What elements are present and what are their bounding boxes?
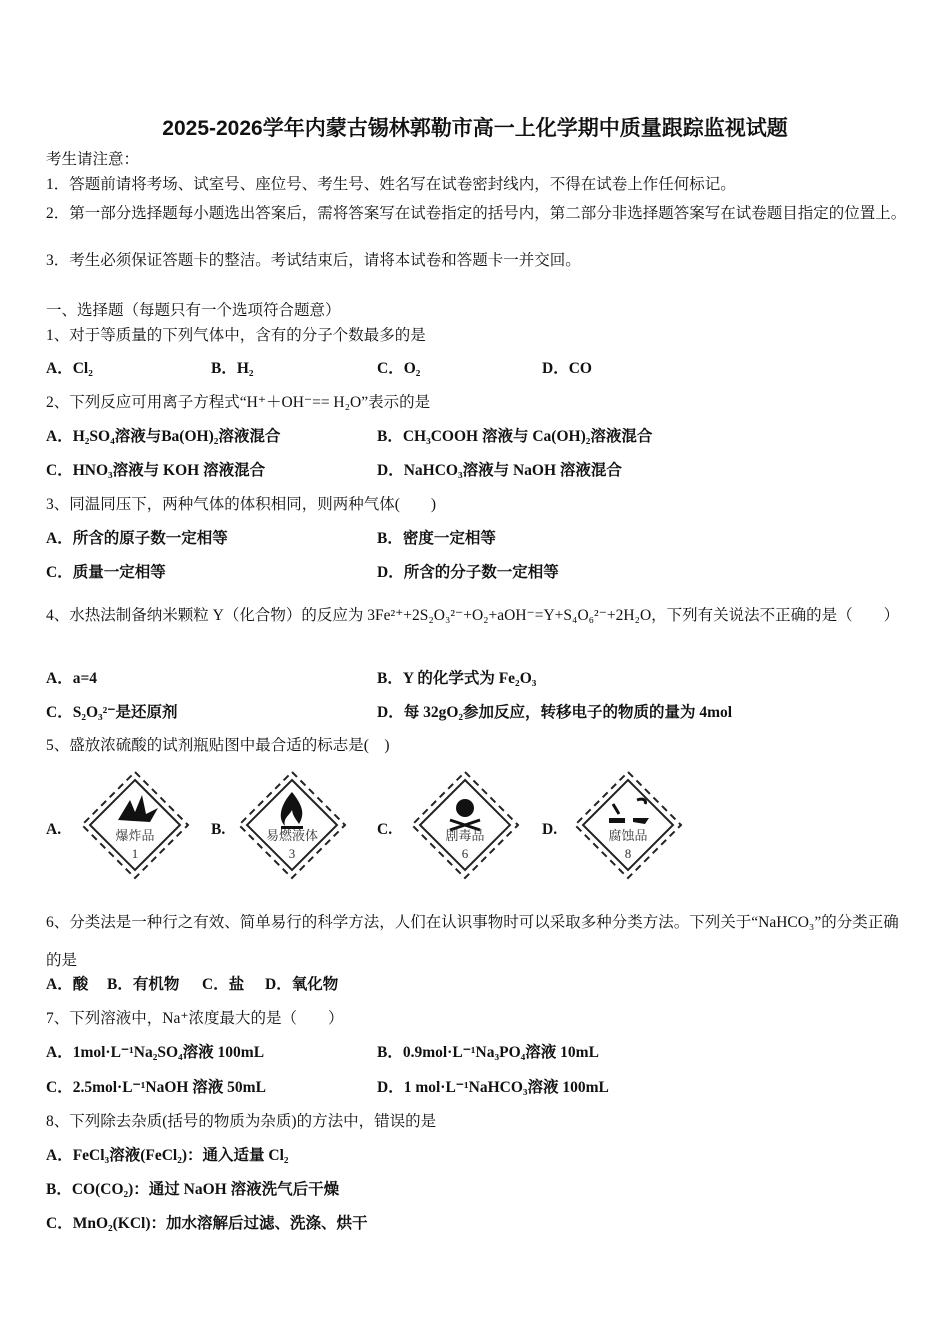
option: D．所含的分子数一定相等 (377, 564, 559, 581)
hazard-sign (410, 770, 520, 880)
notice-item: 2．第一部分选择题每小题选出答案后，需将答案写在试卷指定的括号内，第二部分非选择题答案写在试卷题目指定的位置上。 (46, 205, 907, 222)
question-stem: 1、对于等质量的下列气体中，含有的分子个数最多的是 (46, 327, 426, 344)
page-title: 2025-2026学年内蒙古锡林郭勒市高一上化学期中质量跟踪监视试题 (162, 117, 788, 140)
hazard-sign (237, 770, 347, 880)
hazard-diamond-icon (573, 770, 683, 880)
option: C．盐 (202, 976, 245, 993)
option: C．S₂O₃²⁻是还原剂 (46, 704, 178, 721)
hazard-sign-name: 爆炸品 (115, 828, 155, 843)
option-label: B. (211, 821, 226, 838)
hazard-sign-name: 腐蚀品 (608, 828, 648, 843)
option: C．MnO₂(KCl)：加水溶解后过滤、洗涤、烘干 (46, 1215, 368, 1232)
option: A．酸 (46, 976, 89, 993)
hazard-sign-name: 易燃液体 (265, 828, 318, 843)
notice-item: 1．答题前请将考场、试室号、座位号、考生号、姓名写在试卷密封线内，不得在试卷上作任何标记。 (46, 176, 736, 193)
option: C．质量一定相等 (46, 564, 166, 581)
option-label: C. (377, 821, 393, 838)
option: B．CO(CO₂)：通过 NaOH 溶液洗气后干燥 (46, 1181, 340, 1198)
section-heading: 一、选择题（每题只有一个选项符合题意） (46, 302, 341, 319)
hazard-class-number: 1 (131, 846, 139, 861)
option: D．1 mol·L⁻¹NaHCO₃溶液 100mL (377, 1079, 609, 1096)
question-stem: 6、分类法是一种行之有效、简单易行的科学方法，人们在认识事物时可以采取多种分类方法。下列关于“NaHCO₃”的分类正确的是 (46, 914, 899, 969)
option: B．Y 的化学式为 Fe₂O₃ (377, 670, 537, 687)
question-stem: 8、下列除去杂质(括号的物质为杂质)的方法中，错误的是 (46, 1113, 437, 1130)
option: D．氧化物 (265, 976, 339, 993)
option: B．CH₃COOH 溶液与 Ca(OH)₂溶液混合 (377, 428, 653, 445)
option-label: A. (46, 821, 62, 838)
option: B．H₂ (211, 360, 254, 377)
question-stem: 7、下列溶液中，Na⁺浓度最大的是（ ） (46, 1010, 344, 1027)
option: A．a=4 (46, 670, 98, 687)
option: C．O₂ (377, 360, 421, 377)
hazard-diamond-icon (410, 770, 520, 880)
option-label: D. (542, 821, 558, 838)
notice-heading: 考生请注意： (46, 151, 140, 168)
question-stem: 2、下列反应可用离子方程式“H⁺＋OH⁻== H₂O”表示的是 (46, 394, 431, 411)
notice-item: 3．考生必须保证答题卡的整洁。考试结束后，请将本试卷和答题卡一并交回。 (46, 252, 581, 269)
option: B．有机物 (107, 976, 180, 993)
hazard-sign-name: 剧毒品 (445, 828, 485, 843)
option: C．HNO₃溶液与 KOH 溶液混合 (46, 462, 266, 479)
option: B．0.9mol·L⁻¹Na₃PO₄溶液 10mL (377, 1044, 599, 1061)
option: A．所含的原子数一定相等 (46, 530, 228, 547)
hazard-class-number: 8 (624, 846, 632, 861)
question-stem: 4、水热法制备纳米颗粒 Y（化合物）的反应为 3Fe²⁺+2S₂O₃²⁻+O₂+aOH⁻=Y+S₄O₆²⁻+2H₂O，下列有关说法不正确的是（ ） (46, 607, 900, 624)
question-stem: 3、同温同压下，两种气体的体积相同，则两种气体( ) (46, 496, 437, 513)
hazard-class-number: 3 (288, 846, 296, 861)
hazard-sign (573, 770, 683, 880)
option: A．FeCl₃溶液(FeCl₂)：通入适量 Cl₂ (46, 1147, 289, 1164)
hazard-sign (80, 770, 190, 880)
hazard-class-number: 6 (461, 846, 469, 861)
option: D．CO (542, 360, 592, 377)
option: A．Cl₂ (46, 360, 93, 377)
hazard-diamond-icon (80, 770, 190, 880)
option: D．NaHCO₃溶液与 NaOH 溶液混合 (377, 462, 622, 479)
option: A．H₂SO₄溶液与Ba(OH)₂溶液混合 (46, 428, 281, 445)
option: A．1mol·L⁻¹Na₂SO₄溶液 100mL (46, 1044, 265, 1061)
option: B．密度一定相等 (377, 530, 496, 547)
option: D．每 32gO₂参加反应，转移电子的物质的量为 4mol (377, 704, 733, 721)
option: C．2.5mol·L⁻¹NaOH 溶液 50mL (46, 1079, 266, 1096)
hazard-diamond-icon (237, 770, 347, 880)
question-stem: 5、盛放浓硫酸的试剂瓶贴图中最合适的标志是( ) (46, 737, 390, 754)
